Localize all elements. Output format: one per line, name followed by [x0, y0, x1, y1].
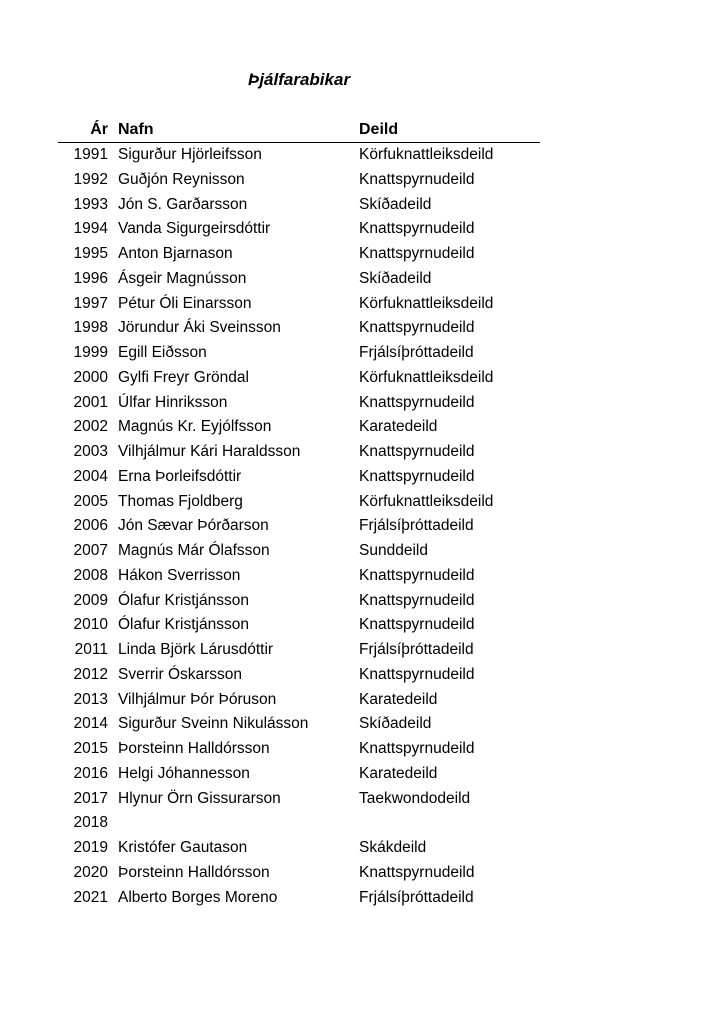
department-cell — [359, 811, 539, 836]
department-cell: Skákdeild — [359, 839, 427, 856]
year-cell: 2013 — [73, 690, 108, 708]
name-cell: Úlfar Hinriksson — [118, 393, 228, 411]
year-cell: 1992 — [73, 170, 108, 188]
table-row — [58, 267, 540, 292]
year-cell: 2001 — [73, 393, 108, 411]
department-cell: Skíðadeild — [359, 195, 432, 213]
table-row — [58, 787, 540, 812]
name-cell: Sverrir Óskarsson — [118, 665, 243, 683]
name-cell: Alberto Borges Moreno — [118, 888, 278, 906]
department-cell: Knattspyrnudeild — [359, 220, 475, 238]
department-cell: Knattspyrnudeild — [359, 566, 475, 584]
department-cell: Körfuknattleiksdeild — [359, 146, 494, 163]
name-cell: Magnús Már Ólafsson — [118, 542, 270, 559]
year-cell: 2012 — [73, 665, 108, 683]
table-row — [58, 613, 540, 638]
year-cell: 1995 — [73, 245, 108, 262]
year-cell: 2007 — [73, 542, 108, 559]
column-header-year: Ár — [90, 121, 108, 138]
department-cell: Körfuknattleiksdeild — [359, 492, 494, 510]
table-row — [58, 292, 540, 317]
department-cell: Frjálsíþróttadeild — [359, 344, 474, 361]
table-row — [58, 539, 540, 564]
table-row — [58, 217, 540, 242]
name-cell: Ólafur Kristjánsson — [118, 591, 249, 609]
name-cell: Helgi Jóhannesson — [118, 764, 250, 782]
department-cell: Frjálsíþróttadeild — [359, 641, 474, 658]
year-cell: 2019 — [73, 839, 108, 856]
table-row — [58, 514, 540, 539]
department-cell: Sunddeild — [359, 542, 428, 559]
department-cell: Knattspyrnudeild — [359, 665, 475, 683]
year-cell: 1993 — [73, 195, 108, 213]
department-cell: Skíðadeild — [359, 269, 432, 287]
department-cell: Knattspyrnudeild — [359, 863, 475, 881]
year-cell: 1991 — [73, 146, 108, 163]
table-body — [58, 143, 540, 910]
department-cell: Karatedeild — [359, 690, 438, 708]
name-cell: Jón S. Garðarsson — [118, 195, 248, 213]
table-row — [58, 316, 540, 341]
year-cell: 2014 — [73, 715, 108, 733]
table-row — [58, 811, 540, 836]
year-cell: 2015 — [73, 740, 108, 757]
award-table — [58, 118, 540, 910]
table-row — [58, 465, 540, 490]
table-header — [58, 118, 540, 143]
table-row — [58, 415, 540, 440]
department-cell: Frjálsíþróttadeild — [359, 517, 474, 535]
year-cell: 2017 — [73, 789, 108, 807]
year-cell: 2002 — [73, 418, 108, 436]
department-cell: Karatedeild — [359, 764, 438, 782]
name-cell: Kristófer Gautason — [118, 839, 248, 856]
table-row — [58, 242, 540, 267]
year-cell: 2018 — [73, 814, 108, 832]
name-cell: Linda Björk Lárusdóttir — [118, 641, 274, 658]
name-cell: Gylfi Freyr Gröndal — [118, 368, 249, 386]
page-title: Þjálfarabikar — [248, 70, 351, 89]
department-cell: Knattspyrnudeild — [359, 245, 475, 262]
department-cell: Knattspyrnudeild — [359, 319, 475, 337]
department-cell: Knattspyrnudeild — [359, 467, 475, 485]
name-cell: Hlynur Örn Gissurarson — [118, 789, 281, 807]
name-cell: Thomas Fjoldberg — [118, 492, 243, 510]
year-cell: 1994 — [73, 220, 108, 238]
year-cell: 2011 — [74, 641, 108, 658]
table-row — [58, 168, 540, 193]
year-cell: 1996 — [73, 269, 108, 287]
department-cell: Taekwondodeild — [359, 789, 471, 807]
department-cell: Knattspyrnudeild — [359, 443, 475, 460]
table-row — [58, 143, 540, 168]
name-cell: Vilhjálmur Kári Haraldsson — [118, 443, 301, 460]
name-cell: Vilhjálmur Þór Þóruson — [118, 690, 277, 708]
table-row — [58, 861, 540, 886]
year-cell: 2016 — [73, 764, 108, 782]
table-row — [58, 638, 540, 663]
column-header-department: Deild — [359, 121, 399, 138]
table-row — [58, 391, 540, 416]
name-cell: Ásgeir Magnússon — [118, 269, 247, 287]
name-cell: Pétur Óli Einarsson — [118, 294, 252, 312]
name-cell: Sigurður Hjörleifsson — [118, 146, 262, 163]
department-cell: Knattspyrnudeild — [359, 591, 475, 609]
department-cell: Knattspyrnudeild — [359, 393, 475, 411]
table-row — [58, 193, 540, 218]
column-header-name: Nafn — [118, 121, 154, 138]
year-cell: 2021 — [73, 888, 108, 906]
table-row — [58, 366, 540, 391]
department-cell: Skíðadeild — [359, 715, 432, 733]
name-cell: Jón Sævar Þórðarson — [118, 517, 269, 535]
name-cell — [118, 811, 359, 836]
department-cell: Karatedeild — [359, 418, 438, 436]
table-row — [58, 440, 540, 465]
year-cell: 2000 — [73, 368, 108, 386]
name-cell: Guðjón Reynisson — [118, 170, 245, 188]
name-cell: Sigurður Sveinn Nikulásson — [118, 715, 309, 733]
table-row — [58, 589, 540, 614]
year-cell: 2005 — [73, 492, 108, 510]
year-cell: 2003 — [73, 443, 108, 460]
name-cell: Magnús Kr. Eyjólfsson — [118, 418, 272, 436]
table-row — [58, 762, 540, 787]
department-cell: Knattspyrnudeild — [359, 170, 475, 188]
name-cell: Ólafur Kristjánsson — [118, 616, 249, 634]
name-cell: Egill Eiðsson — [118, 344, 207, 361]
table-row — [58, 712, 540, 737]
name-cell: Jörundur Áki Sveinsson — [118, 319, 281, 337]
table-row — [58, 663, 540, 688]
name-cell: Þorsteinn Halldórsson — [118, 863, 270, 881]
year-cell: 2006 — [73, 517, 108, 535]
department-cell: Knattspyrnudeild — [359, 740, 475, 757]
year-cell: 2009 — [73, 591, 108, 609]
table-row — [58, 490, 540, 515]
department-cell: Körfuknattleiksdeild — [359, 294, 494, 312]
name-cell: Þorsteinn Halldórsson — [118, 740, 270, 757]
year-cell: 1997 — [73, 294, 108, 312]
year-cell: 2008 — [73, 566, 108, 584]
table-row — [58, 688, 540, 713]
department-cell: Frjálsíþróttadeild — [359, 888, 474, 906]
table-row — [58, 886, 540, 911]
name-cell: Hákon Sverrisson — [118, 566, 241, 584]
table-row — [58, 341, 540, 366]
year-cell: 2010 — [73, 616, 108, 634]
year-cell: 2020 — [73, 863, 108, 881]
table-row — [58, 737, 540, 762]
year-cell: 2004 — [73, 467, 108, 485]
year-cell: 1999 — [73, 344, 108, 361]
year-cell: 1998 — [73, 319, 108, 337]
name-cell: Anton Bjarnason — [118, 245, 233, 262]
department-cell: Knattspyrnudeild — [359, 616, 475, 634]
table-row — [58, 564, 540, 589]
table-row — [58, 836, 540, 861]
department-cell: Körfuknattleiksdeild — [359, 368, 494, 386]
name-cell: Vanda Sigurgeirsdóttir — [118, 220, 271, 238]
name-cell: Erna Þorleifsdóttir — [118, 467, 242, 485]
